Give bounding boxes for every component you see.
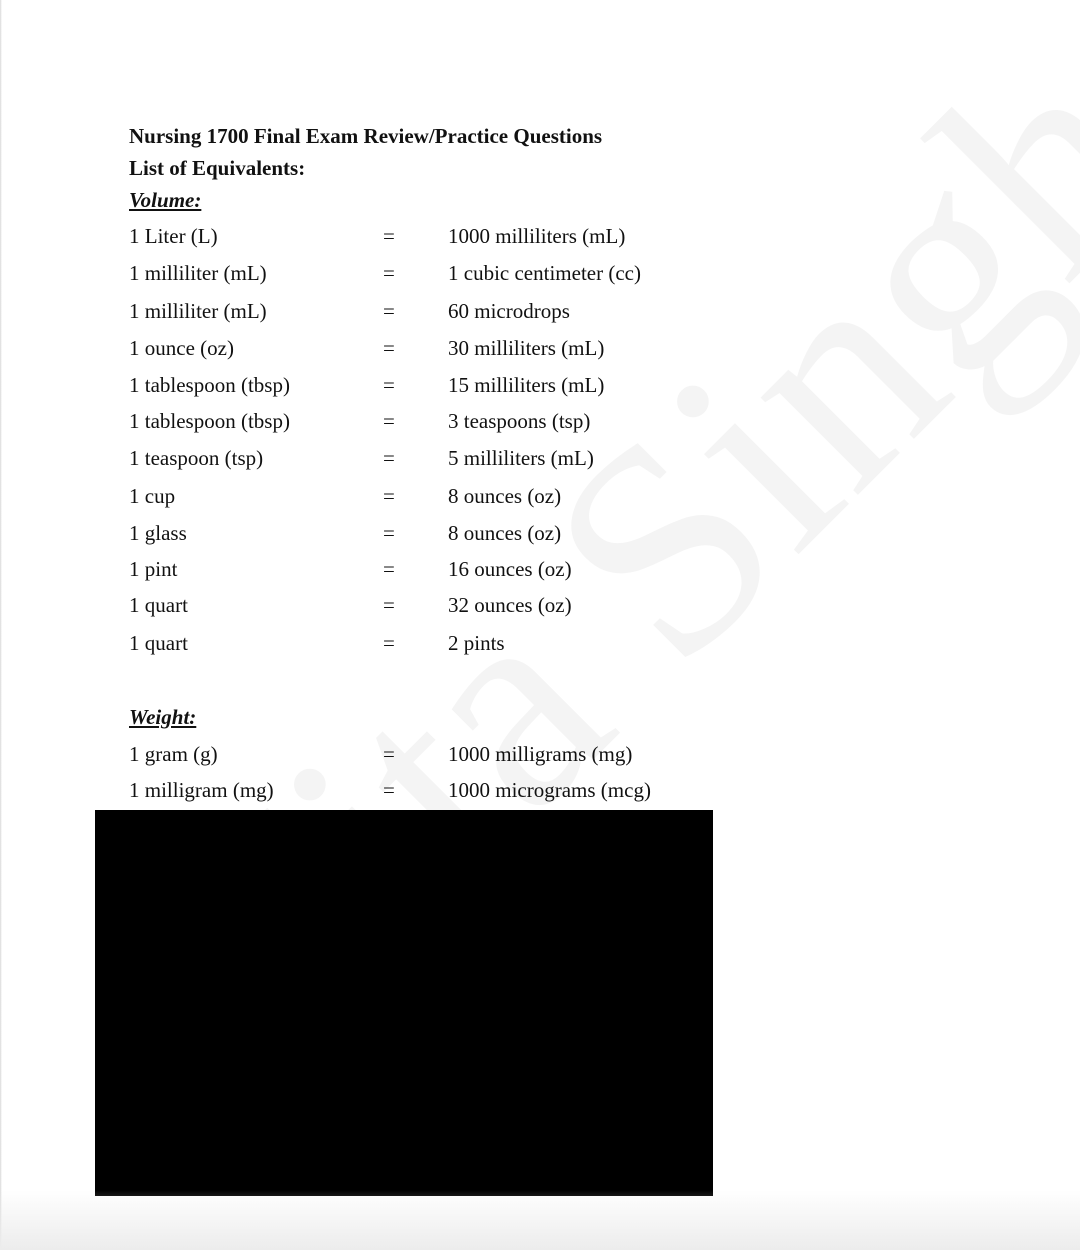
- row-right: 1000 milligrams (mg): [448, 742, 633, 766]
- row-right: 8 ounces (oz): [448, 521, 562, 545]
- table-row: [129, 446, 729, 476]
- table-row: [129, 484, 729, 514]
- equals-sign: =: [383, 742, 395, 766]
- equals-sign: =: [383, 521, 395, 545]
- equals-sign: =: [383, 299, 395, 323]
- equals-sign: =: [383, 484, 395, 508]
- row-right: 15 milliliters (mL): [448, 373, 605, 397]
- table-row: [129, 299, 729, 329]
- table-row: [129, 409, 729, 439]
- table-row: [129, 593, 729, 623]
- row-left: 1 cup: [129, 484, 176, 508]
- document-subtitle: List of Equivalents:: [129, 156, 306, 180]
- row-left: 1 milliliter (mL): [129, 261, 267, 285]
- redaction-block: [95, 810, 713, 1196]
- page-bottom-shadow: [0, 1190, 1080, 1250]
- row-left: 1 ounce (oz): [129, 336, 234, 360]
- equals-sign: =: [383, 778, 395, 802]
- equals-sign: =: [383, 631, 395, 655]
- row-right: 16 ounces (oz): [448, 557, 572, 581]
- table-row: [129, 261, 729, 291]
- row-left: 1 milligram (mg): [129, 778, 274, 802]
- equals-sign: =: [383, 557, 395, 581]
- row-right: 8 ounces (oz): [448, 484, 562, 508]
- row-right: 2 pints: [448, 631, 505, 655]
- table-row: [129, 631, 729, 661]
- row-left: 1 quart: [129, 631, 188, 655]
- page-edge: [0, 0, 2, 1250]
- row-left: 1 tablespoon (tbsp): [129, 409, 290, 433]
- row-left: 1 milliliter (mL): [129, 299, 267, 323]
- equals-sign: =: [383, 224, 395, 248]
- row-right: 1000 micrograms (mcg): [448, 778, 651, 802]
- row-right: 30 milliliters (mL): [448, 336, 605, 360]
- row-right: 32 ounces (oz): [448, 593, 572, 617]
- equals-sign: =: [383, 373, 395, 397]
- row-right: 5 milliliters (mL): [448, 446, 594, 470]
- equals-sign: =: [383, 446, 395, 470]
- table-row: [129, 373, 729, 403]
- row-left: 1 teaspoon (tsp): [129, 446, 264, 470]
- equals-sign: =: [383, 409, 395, 433]
- row-right: 60 microdrops: [448, 299, 570, 323]
- table-row: [129, 557, 729, 587]
- equals-sign: =: [383, 336, 395, 360]
- table-row: [129, 336, 729, 366]
- row-right: 1000 milliliters (mL): [448, 224, 626, 248]
- row-left: 1 Liter (L): [129, 224, 218, 248]
- row-right: 3 teaspoons (tsp): [448, 409, 591, 433]
- equals-sign: =: [383, 261, 395, 285]
- table-row: [129, 521, 729, 551]
- row-left: 1 quart: [129, 593, 188, 617]
- volume-heading: Volume:: [129, 188, 202, 212]
- document-title: Nursing 1700 Final Exam Review/Practice Questions: [129, 124, 603, 148]
- row-left: 1 tablespoon (tbsp): [129, 373, 290, 397]
- row-left: 1 gram (g): [129, 742, 218, 766]
- row-left: 1 glass: [129, 521, 187, 545]
- table-row: [129, 742, 729, 772]
- table-row: [129, 224, 729, 254]
- row-right: 1 cubic centimeter (cc): [448, 261, 641, 285]
- row-left: 1 pint: [129, 557, 178, 581]
- equals-sign: =: [383, 593, 395, 617]
- table-row: [129, 778, 729, 808]
- weight-heading: Weight:: [129, 705, 197, 729]
